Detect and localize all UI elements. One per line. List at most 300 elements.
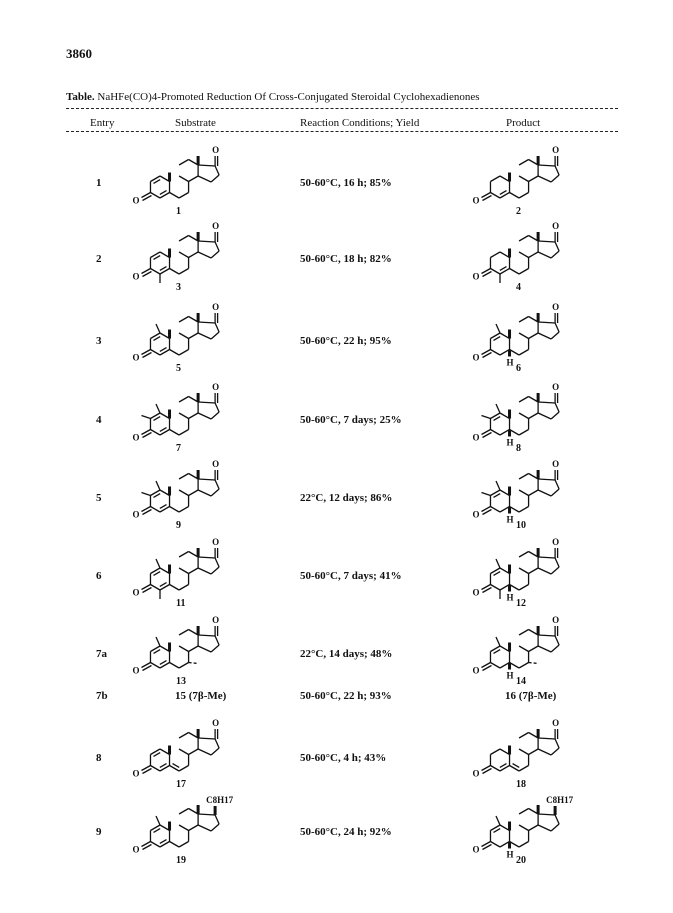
ring-b-bond: [179, 252, 189, 258]
ring-b-bond: [519, 585, 529, 591]
ring-b-bond: [519, 430, 529, 436]
ring-d-bond: [555, 480, 559, 489]
entry-number: 7b: [96, 690, 108, 702]
steroid-skeleton: [472, 537, 590, 611]
steroid-skeleton: [472, 718, 590, 792]
ring-d-bond: [538, 635, 555, 636]
ring-d-bond: [215, 815, 219, 824]
ring-c-bond: [519, 809, 529, 815]
ring-b-bond: [519, 825, 529, 831]
substrate-structure: [132, 145, 250, 219]
product-structure: [472, 145, 590, 219]
product-structure: [472, 459, 590, 533]
substrate-structure: [132, 459, 250, 533]
reaction-conditions: 50-60°C, 7 days; 41%: [300, 570, 402, 582]
compound-number: 6: [516, 363, 522, 374]
ring-c-bond: [179, 552, 189, 558]
ring-b-bond: [179, 490, 189, 496]
reaction-conditions: 50-60°C, 7 days; 25%: [300, 414, 402, 426]
ring-d-bond: [551, 251, 559, 258]
steroid-skeleton: [132, 145, 250, 219]
ring-c-bond: [179, 809, 189, 815]
ring-b-bond: [179, 350, 189, 356]
double-bond-line: [173, 764, 180, 768]
ring-c-bond: [529, 252, 539, 258]
double-bond-line: [500, 267, 507, 271]
steroid-skeleton: [132, 302, 250, 376]
oxygen-atom: O: [132, 768, 140, 779]
ring-d-bond: [555, 242, 559, 251]
steroid-skeleton: [472, 221, 590, 295]
oxygen-atom: O: [552, 302, 560, 312]
hydrogen-atom: H: [506, 514, 514, 525]
product-structure: [472, 537, 590, 611]
ring-b-bond: [519, 269, 529, 275]
ring-c-bond: [179, 397, 189, 403]
product-structure: [472, 795, 590, 868]
ring-b-bond: [519, 663, 529, 669]
c2-methyl: [481, 493, 490, 496]
ring-a-bond: [150, 585, 160, 591]
ring-d-bond: [211, 175, 219, 182]
oxygen-atom: O: [552, 459, 560, 469]
steroid-skeleton: [132, 615, 250, 689]
ring-b-bond: [170, 269, 180, 275]
ring-b-bond: [179, 842, 189, 848]
ring-b-bond: [179, 585, 189, 591]
double-bond-line: [154, 337, 161, 341]
ring-d-bond: [211, 332, 219, 339]
hydrogen-atom: H: [506, 592, 514, 603]
ring-b-bond: [519, 749, 529, 755]
steroid-skeleton: [132, 221, 250, 295]
ring-d-bond: [555, 558, 559, 567]
ring-b-bond: [510, 193, 520, 199]
double-bond-line: [154, 572, 161, 576]
steroid-skeleton: [132, 718, 250, 792]
ring-b-bond: [179, 193, 189, 199]
ring-a-bond: [150, 842, 160, 848]
ring-d-bond: [198, 176, 211, 182]
ring-a-bond: [490, 749, 500, 755]
double-bond-line: [160, 764, 167, 768]
compound-number: 13: [176, 676, 187, 687]
steroid-skeleton: [472, 795, 590, 868]
oxygen-atom: O: [132, 432, 140, 443]
double-bond-line: [154, 650, 161, 654]
ring-b-bond: [179, 507, 189, 513]
reaction-conditions: 22°C, 12 days; 86%: [300, 492, 393, 504]
ring-d-bond: [198, 252, 211, 258]
ring-d-bond: [555, 815, 559, 824]
table-top-rule: [66, 108, 618, 109]
header-entry: Entry: [90, 117, 115, 129]
ring-d-bond: [555, 739, 559, 748]
ring-a-bond: [490, 842, 500, 848]
ring-b-bond: [179, 413, 189, 419]
steroid-skeleton: [132, 795, 250, 868]
ring-d-bond: [211, 251, 219, 258]
ring-d-bond: [555, 323, 559, 332]
ring-c-bond: [189, 568, 199, 574]
double-bond-line: [500, 764, 507, 768]
ring-d-bond: [555, 166, 559, 175]
ring-c-bond: [179, 630, 189, 636]
reaction-conditions: 50-60°C, 24 h; 92%: [300, 826, 392, 838]
ring-c-bond: [519, 317, 529, 323]
double-bond-line: [513, 764, 520, 768]
ring-d-bond: [198, 322, 215, 323]
ring-d-bond: [538, 413, 551, 419]
ring-b-bond: [519, 646, 529, 652]
ring-d-bond: [538, 241, 555, 242]
ring-a-bond: [150, 766, 160, 772]
compound-number: 5: [176, 363, 182, 374]
ring-b-bond: [519, 252, 529, 258]
ring-d-bond: [538, 814, 555, 815]
ring-c-bond: [189, 413, 199, 419]
oxygen-atom: O: [132, 587, 140, 598]
ring-d-bond: [555, 403, 559, 412]
hydrogen-atom: H: [506, 849, 514, 860]
compound-number: 7: [176, 443, 182, 454]
ring-d-bond: [538, 749, 551, 755]
table-title: [66, 91, 480, 103]
ring-a-bond: [150, 430, 160, 436]
hydrogen-atom: H: [506, 670, 514, 681]
c1-methyl: [496, 324, 500, 333]
double-bond-line: [154, 753, 161, 757]
compound-number: 19: [176, 855, 187, 866]
oxygen-atom: O: [552, 615, 560, 625]
ring-d-bond: [198, 557, 215, 558]
product-structure: [472, 221, 590, 295]
entry-number: 3: [96, 335, 102, 347]
table-label: Table.: [66, 91, 95, 103]
ring-d-bond: [198, 635, 215, 636]
steroid-skeleton: [472, 145, 590, 219]
ring-d-bond: [198, 568, 211, 574]
side-chain-label: C8H17: [546, 795, 574, 805]
ring-d-bond: [538, 322, 555, 323]
entry-number: 8: [96, 752, 102, 764]
ring-c-bond: [529, 568, 539, 574]
header-conditions: Reaction Conditions; Yield: [300, 117, 420, 129]
ring-a-bond: [490, 766, 500, 772]
compound-number: 3: [176, 282, 182, 293]
oxygen-atom: O: [212, 221, 220, 231]
double-bond-line: [154, 494, 161, 498]
ring-c-bond: [519, 397, 529, 403]
ring-a-bond: [490, 430, 500, 436]
ring-d-bond: [555, 636, 559, 645]
oxygen-atom: O: [212, 459, 220, 469]
ring-c-bond: [529, 413, 539, 419]
ring-c-bond: [519, 236, 529, 242]
ring-b-bond: [170, 430, 180, 436]
ring-a-bond: [150, 193, 160, 199]
page-number: 3860: [66, 46, 92, 61]
ring-d-bond: [551, 824, 559, 831]
entry-number: 9: [96, 826, 102, 838]
ring-d-bond: [198, 646, 211, 652]
double-bond-line: [160, 428, 167, 432]
substrate-label: 15 (7β-Me): [175, 690, 227, 702]
ring-b-bond: [179, 269, 189, 275]
c1-methyl: [156, 816, 160, 825]
ring-a-bond: [150, 269, 160, 275]
entry-number: 6: [96, 570, 102, 582]
ring-d-bond: [198, 738, 215, 739]
ring-d-bond: [538, 402, 555, 403]
oxygen-atom: O: [552, 221, 560, 231]
ring-d-bond: [215, 403, 219, 412]
substrate-structure: [132, 302, 250, 376]
double-bond-line: [154, 417, 161, 421]
ring-a-bond: [490, 252, 500, 258]
oxygen-atom: O: [212, 302, 220, 312]
ring-d-bond: [538, 557, 555, 558]
ring-c-bond: [189, 252, 199, 258]
ring-d-bond: [198, 749, 211, 755]
double-bond-line: [494, 650, 501, 654]
oxygen-atom: O: [472, 587, 480, 598]
product-structure: [472, 302, 590, 376]
c1-methyl: [156, 404, 160, 413]
substrate-structure: [132, 221, 250, 295]
ring-b-bond: [179, 568, 189, 574]
table-caption: NaHFe(CO)4-Promoted Reduction Of Cross-Conjugated Steroidal Cyclohexadienones: [97, 91, 480, 103]
ring-b-bond: [519, 766, 529, 772]
ring-a-bond: [150, 350, 160, 356]
reaction-conditions: 50-60°C, 16 h; 85%: [300, 177, 392, 189]
ring-c-bond: [519, 733, 529, 739]
c1-methyl: [496, 559, 500, 568]
ring-d-bond: [538, 825, 551, 831]
oxygen-atom: O: [552, 537, 560, 547]
compound-number: 2: [516, 206, 522, 217]
reaction-conditions: 50-60°C, 4 h; 43%: [300, 752, 387, 764]
ring-c-bond: [529, 490, 539, 496]
ring-a-bond: [150, 663, 160, 669]
entry-number: 4: [96, 414, 102, 426]
ring-d-bond: [198, 479, 215, 480]
steroid-skeleton: [472, 615, 590, 689]
double-bond-line: [160, 583, 167, 587]
oxygen-atom: O: [132, 271, 140, 282]
ring-d-bond: [215, 480, 219, 489]
ring-b-bond: [510, 269, 520, 275]
compound-number: 17: [176, 779, 187, 790]
ring-c-bond: [519, 630, 529, 636]
entry-number: 7a: [96, 648, 107, 660]
compound-number: 11: [176, 598, 186, 609]
ring-d-bond: [551, 645, 559, 652]
ring-d-bond: [215, 242, 219, 251]
double-bond-line: [154, 180, 161, 184]
ring-b-bond: [519, 490, 529, 496]
double-bond-line: [160, 505, 167, 509]
ring-b-bond: [179, 766, 189, 772]
ring-c-bond: [519, 160, 529, 166]
side-chain-label: C8H17: [206, 795, 234, 805]
c1-methyl: [496, 637, 500, 646]
table-header-rule: [66, 131, 618, 132]
oxygen-atom: O: [472, 665, 480, 676]
ring-c-bond: [179, 317, 189, 323]
c1-methyl: [496, 816, 500, 825]
oxygen-atom: O: [212, 537, 220, 547]
ring-d-bond: [211, 748, 219, 755]
hydrogen-atom: H: [506, 357, 514, 368]
oxygen-atom: O: [472, 509, 480, 520]
c2-methyl: [141, 493, 150, 496]
oxygen-atom: O: [132, 195, 140, 206]
oxygen-atom: O: [212, 382, 220, 392]
ring-d-bond: [215, 739, 219, 748]
reaction-conditions: 50-60°C, 22 h; 93%: [300, 690, 392, 702]
ring-b-bond: [170, 507, 180, 513]
double-bond-line: [160, 267, 167, 271]
ring-d-bond: [538, 333, 551, 339]
oxygen-atom: O: [552, 718, 560, 728]
ring-d-bond: [215, 166, 219, 175]
ring-d-bond: [538, 165, 555, 166]
ring-c-bond: [189, 749, 199, 755]
ring-d-bond: [538, 646, 551, 652]
ring-b-bond: [170, 193, 180, 199]
double-bond-line: [160, 348, 167, 352]
ring-a-bond: [150, 507, 160, 513]
double-bond-line: [500, 191, 507, 195]
oxygen-atom: O: [472, 195, 480, 206]
ring-d-bond: [551, 412, 559, 419]
ring-c-bond: [529, 176, 539, 182]
ring-b-bond: [179, 646, 189, 652]
ring-d-bond: [198, 241, 215, 242]
ring-b-bond: [519, 842, 529, 848]
oxygen-atom: O: [212, 145, 220, 155]
ring-c-bond: [189, 490, 199, 496]
product-structure: [472, 615, 590, 689]
ring-d-bond: [211, 645, 219, 652]
ring-d-bond: [198, 402, 215, 403]
ring-b-bond: [519, 176, 529, 182]
ring-b-bond: [519, 413, 529, 419]
c1-methyl: [496, 481, 500, 490]
hydrogen-atom: H: [506, 437, 514, 448]
ring-d-bond: [211, 412, 219, 419]
product-label: 16 (7β-Me): [505, 690, 557, 702]
ring-c-bond: [179, 236, 189, 242]
c1-methyl: [156, 481, 160, 490]
ring-c-bond: [189, 646, 199, 652]
oxygen-atom: O: [472, 271, 480, 282]
c1-methyl: [156, 324, 160, 333]
ring-b-bond: [170, 663, 180, 669]
ring-d-bond: [538, 490, 551, 496]
ring-d-bond: [551, 489, 559, 496]
oxygen-atom: O: [132, 352, 140, 363]
c2-methyl: [481, 416, 490, 419]
steroid-skeleton: [472, 302, 590, 376]
ring-c-bond: [189, 825, 199, 831]
ring-d-bond: [211, 824, 219, 831]
double-bond-line: [154, 829, 161, 833]
ring-d-bond: [198, 165, 215, 166]
ring-b-bond: [170, 842, 180, 848]
reaction-conditions: 50-60°C, 18 h; 82%: [300, 253, 392, 265]
ring-d-bond: [538, 738, 555, 739]
reaction-conditions: 50-60°C, 22 h; 95%: [300, 335, 392, 347]
ring-c-bond: [519, 552, 529, 558]
oxygen-atom: O: [472, 432, 480, 443]
substrate-structure: [132, 382, 250, 456]
ring-b-bond: [170, 350, 180, 356]
oxygen-atom: O: [212, 718, 220, 728]
ring-b-bond: [179, 430, 189, 436]
oxygen-atom: O: [552, 382, 560, 392]
compound-number: 14: [516, 676, 527, 687]
ring-d-bond: [215, 323, 219, 332]
ring-d-bond: [538, 479, 555, 480]
ring-d-bond: [551, 748, 559, 755]
ring-d-bond: [538, 176, 551, 182]
double-bond-line: [160, 840, 167, 844]
steroid-skeleton: [132, 382, 250, 456]
oxygen-atom: O: [472, 844, 480, 855]
compound-number: 1: [176, 206, 182, 217]
ring-b-bond: [170, 585, 180, 591]
ring-b-bond: [519, 350, 529, 356]
ring-a-bond: [490, 507, 500, 513]
ring-a-bond: [490, 176, 500, 182]
oxygen-atom: O: [132, 844, 140, 855]
compound-number: 20: [516, 855, 527, 866]
substrate-structure: [132, 795, 250, 868]
ring-d-bond: [198, 814, 215, 815]
ring-d-bond: [551, 175, 559, 182]
ring-c-bond: [179, 733, 189, 739]
ring-c-bond: [519, 474, 529, 480]
steroid-skeleton: [132, 459, 250, 533]
ring-b-bond: [179, 333, 189, 339]
double-bond-line: [494, 337, 501, 341]
ring-c-bond: [529, 825, 539, 831]
ring-b-bond: [519, 507, 529, 513]
entry-number: 1: [96, 177, 102, 189]
ring-b-bond: [179, 663, 189, 669]
oxygen-atom: O: [132, 509, 140, 520]
ring-d-bond: [198, 333, 211, 339]
steroid-skeleton: [132, 537, 250, 611]
ring-d-bond: [551, 332, 559, 339]
ring-c-bond: [179, 474, 189, 480]
c1-methyl: [156, 637, 160, 646]
ring-d-bond: [538, 568, 551, 574]
product-structure: [472, 718, 590, 792]
oxygen-atom: O: [552, 145, 560, 155]
substrate-structure: [132, 718, 250, 792]
oxygen-atom: O: [212, 615, 220, 625]
steroid-skeleton: [472, 382, 590, 456]
ring-d-bond: [215, 558, 219, 567]
compound-number: 12: [516, 598, 527, 609]
c7-methyl-dashed: [189, 663, 199, 664]
header-product: Product: [506, 117, 541, 129]
c1-methyl: [496, 404, 500, 413]
steroid-skeleton: [472, 459, 590, 533]
